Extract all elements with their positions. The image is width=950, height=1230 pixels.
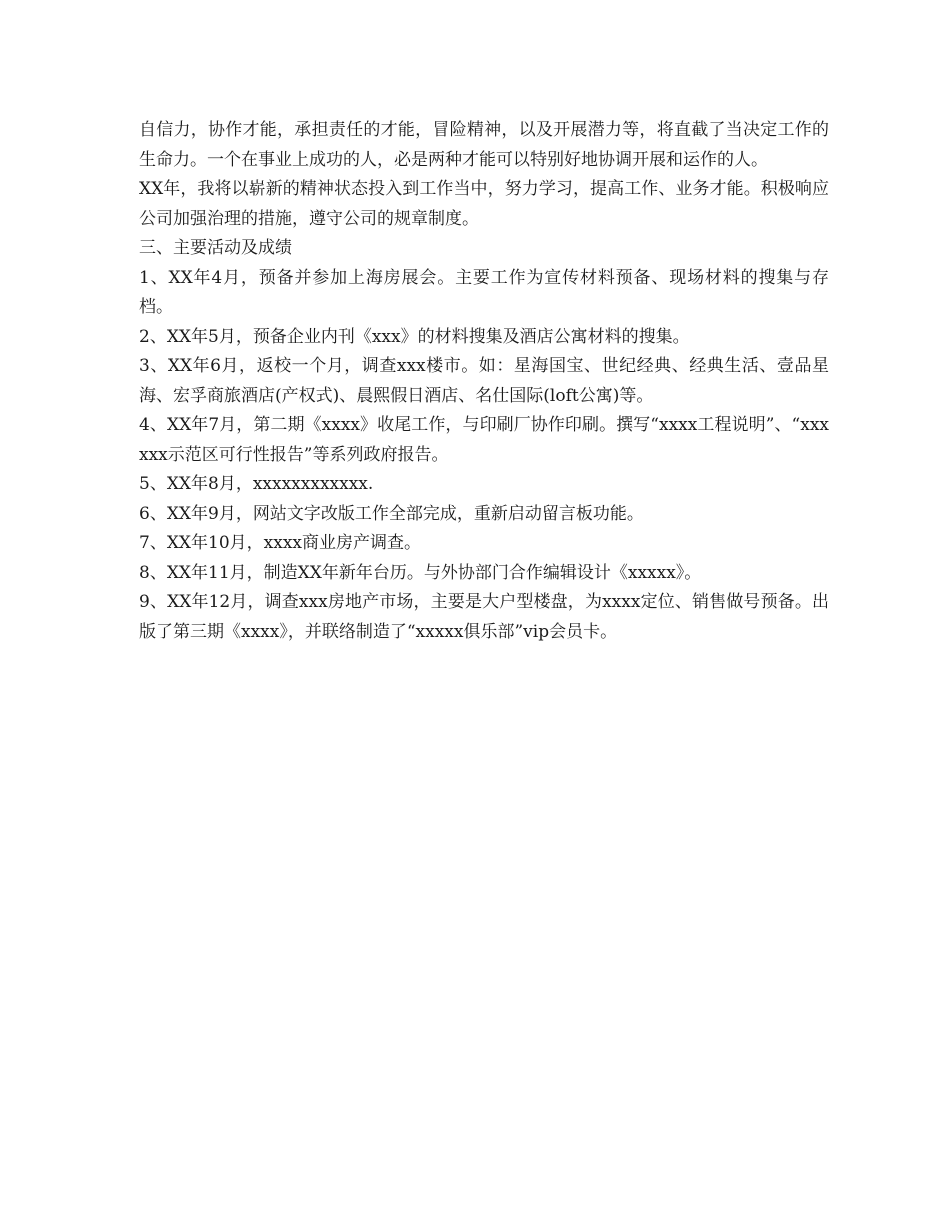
list-item: 9、XX年12月，调查xxx房地产市场，主要是大户型楼盘，为xxxx定位、销售做号预备。出版了第三期《xxxx》，并联络制造了“xxxxx俱乐部”vip会员卡。 [139, 592, 829, 642]
list-item: 1、XX年4月，预备并参加上海房展会。主要工作为宣传材料预备、现场材料的搜集与存档。 [139, 267, 829, 317]
section-heading-activities: 三、主要活动及成绩 [139, 238, 292, 258]
paragraph-intro-continued: 自信力，协作才能，承担责任的才能，冒险精神，以及开展潜力等，将直截了当决定工作的生命力。一个在事业上成功的人，必是两种才能可以特别好地协调开展和运作的人。 [139, 120, 829, 170]
list-item: 3、XX年6月，返校一个月，调查xxx楼市。如：星海国宝、世纪经典、经典生活、壹品星海、宏孚商旅酒店(产权式)、晨熙假日酒店、名仕国际(loft公寓)等。 [139, 356, 829, 406]
list-item: 7、XX年10月，xxxx商业房产调查。 [139, 533, 422, 553]
list-item: 8、XX年11月，制造XX年新年台历。与外协部门合作编辑设计《xxxxx》。 [139, 562, 702, 583]
list-item: 5、XX年8月，xxxxxxxxxxxx. [139, 474, 374, 494]
list-item: 4、XX年7月，第二期《xxxx》收尾工作，与印刷厂协作印刷。撰写“xxxx工程说明”、“xxxxxx示范区可行性报告”等系列政府报告。 [139, 415, 829, 465]
paragraph-next-year-plan: XX年，我将以崭新的精神状态投入到工作当中，努力学习，提高工作、业务才能。积极响应公司加强治理的措施，遵守公司的规章制度。 [139, 179, 829, 229]
list-item: 2、XX年5月，预备企业内刊《xxx》的材料搜集及酒店公寓材料的搜集。 [139, 326, 690, 347]
document-body [139, 116, 829, 647]
list-item: 6、XX年9月，网站文字改版工作全部完成，重新启动留言板功能。 [139, 503, 644, 524]
